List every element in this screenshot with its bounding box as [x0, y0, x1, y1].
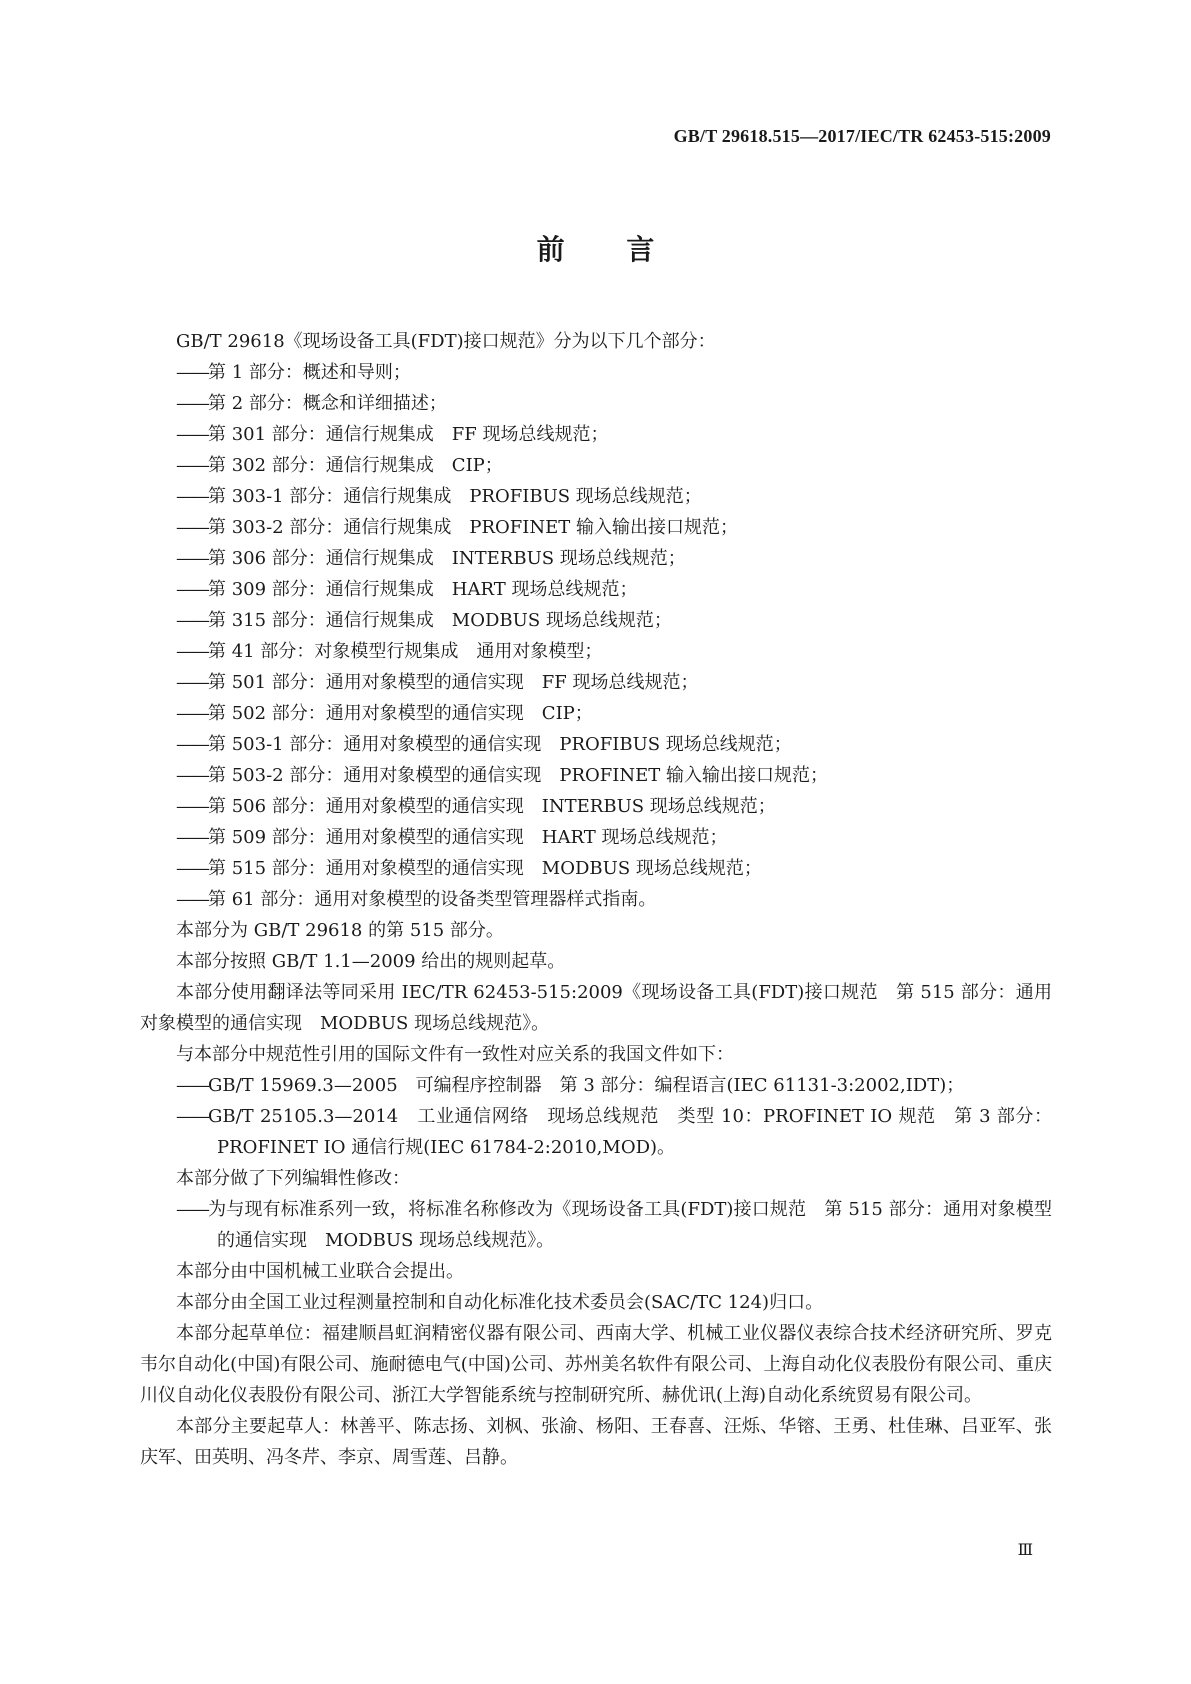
list-item: ——第 315 部分：通信行规集成 MODBUS 现场总线规范；: [176, 610, 672, 631]
translation-paragraph: 本部分使用翻译法等同采用 IEC/TR 62453-515:2009《现场设备工具(FDT)接口规范 第 515 部分：通用对象模型的通信实现 MODBUS 现场总线规范》。: [140, 982, 1052, 1034]
proposed-paragraph: 本部分由中国机械工业联合会提出。: [176, 1261, 464, 1282]
list-item: ——第 41 部分：对象模型行规集成 通用对象模型；: [176, 641, 603, 662]
document-number-header: GB/T 29618.515—2017/IEC/TR 62453-515:2009: [673, 126, 1051, 146]
list-item: ——第 515 部分：通用对象模型的通信实现 MODBUS 现场总线规范；: [176, 858, 762, 879]
centralized-paragraph: 本部分由全国工业过程测量控制和自动化标准化技术委员会(SAC/TC 124)归口。: [176, 1292, 824, 1313]
drafters-paragraph: 本部分主要起草人：林善平、陈志扬、刘枫、张渝、杨阳、王春喜、汪烁、华镕、王勇、杜佳琳、吕亚军、张庆军、田英明、冯冬芹、李京、周雪莲、吕静。: [140, 1416, 1052, 1468]
list-item: ——第 301 部分：通信行规集成 FF 现场总线规范；: [176, 424, 609, 445]
list-item: ——第 506 部分：通用对象模型的通信实现 INTERBUS 现场总线规范；: [176, 796, 776, 817]
editorial-paragraph: 本部分做了下列编辑性修改：: [176, 1168, 410, 1189]
list-item: ——第 503-1 部分：通用对象模型的通信实现 PROFIBUS 现场总线规范；: [176, 734, 792, 755]
list-item: ——GB/T 25105.3—2014 工业通信网络 现场总线规范 类型 10：PROFINET IO 规范 第 3 部分：PROFINET IO 通信行规(IEC 61784-2:2010,MOD)。: [176, 1106, 1052, 1158]
list-item: ——第 302 部分：通信行规集成 CIP；: [176, 455, 503, 476]
list-item: ——为与现有标准系列一致，将标准名称修改为《现场设备工具(FDT)接口规范 第 515 部分：通用对象模型的通信实现 MODBUS 现场总线规范》。: [176, 1199, 1052, 1251]
list-item: ——第 1 部分：概述和导则；: [176, 362, 411, 383]
list-item: ——第 303-2 部分：通信行规集成 PROFINET 输入输出接口规范；: [176, 517, 738, 538]
list-item: ——第 61 部分：通用对象模型的设备类型管理器样式指南。: [176, 889, 657, 910]
list-item: ——第 501 部分：通用对象模型的通信实现 FF 现场总线规范；: [176, 672, 699, 693]
consistency-paragraph: 与本部分中规范性引用的国际文件有一致性对应关系的我国文件如下：: [176, 1044, 734, 1065]
list-item: ——第 303-1 部分：通信行规集成 PROFIBUS 现场总线规范；: [176, 486, 702, 507]
list-item: ——第 306 部分：通信行规集成 INTERBUS 现场总线规范；: [176, 548, 686, 569]
foreword-body: [140, 326, 1052, 1473]
drafting-units-paragraph: 本部分起草单位：福建顺昌虹润精密仪器有限公司、西南大学、机械工业仪器仪表综合技术经济研究所、罗克韦尔自动化(中国)有限公司、施耐德电气(中国)公司、苏州美名软件有限公司、上海自动化仪表股份有限公司、重庆川仪自动化仪表股份有限公司、浙江大学智能系统与控制研究所、赫优讯(上海)自动化系统贸易有限公司。: [140, 1323, 1052, 1406]
parts-list: [140, 357, 1052, 915]
list-item: ——第 502 部分：通用对象模型的通信实现 CIP；: [176, 703, 593, 724]
list-item: ——第 509 部分：通用对象模型的通信实现 HART 现场总线规范；: [176, 827, 728, 848]
list-item: ——第 503-2 部分：通用对象模型的通信实现 PROFINET 输入输出接口规范；: [176, 765, 828, 786]
part-of-paragraph: 本部分为 GB/T 29618 的第 515 部分。: [176, 920, 504, 941]
drafting-rules-paragraph: 本部分按照 GB/T 1.1—2009 给出的规则起草。: [176, 951, 566, 972]
list-item: ——第 309 部分：通信行规集成 HART 现场总线规范；: [176, 579, 638, 600]
page-title: 前 言: [536, 233, 681, 266]
list-item: ——GB/T 15969.3—2005 可编程序控制器 第 3 部分：编程语言(IEC 61131-3:2002,IDT)；: [176, 1075, 965, 1096]
page-number: Ⅲ: [1017, 1542, 1033, 1559]
intro-paragraph: GB/T 29618《现场设备工具(FDT)接口规范》分为以下几个部分：: [176, 331, 716, 352]
list-item: ——第 2 部分：概念和详细描述；: [176, 393, 447, 414]
